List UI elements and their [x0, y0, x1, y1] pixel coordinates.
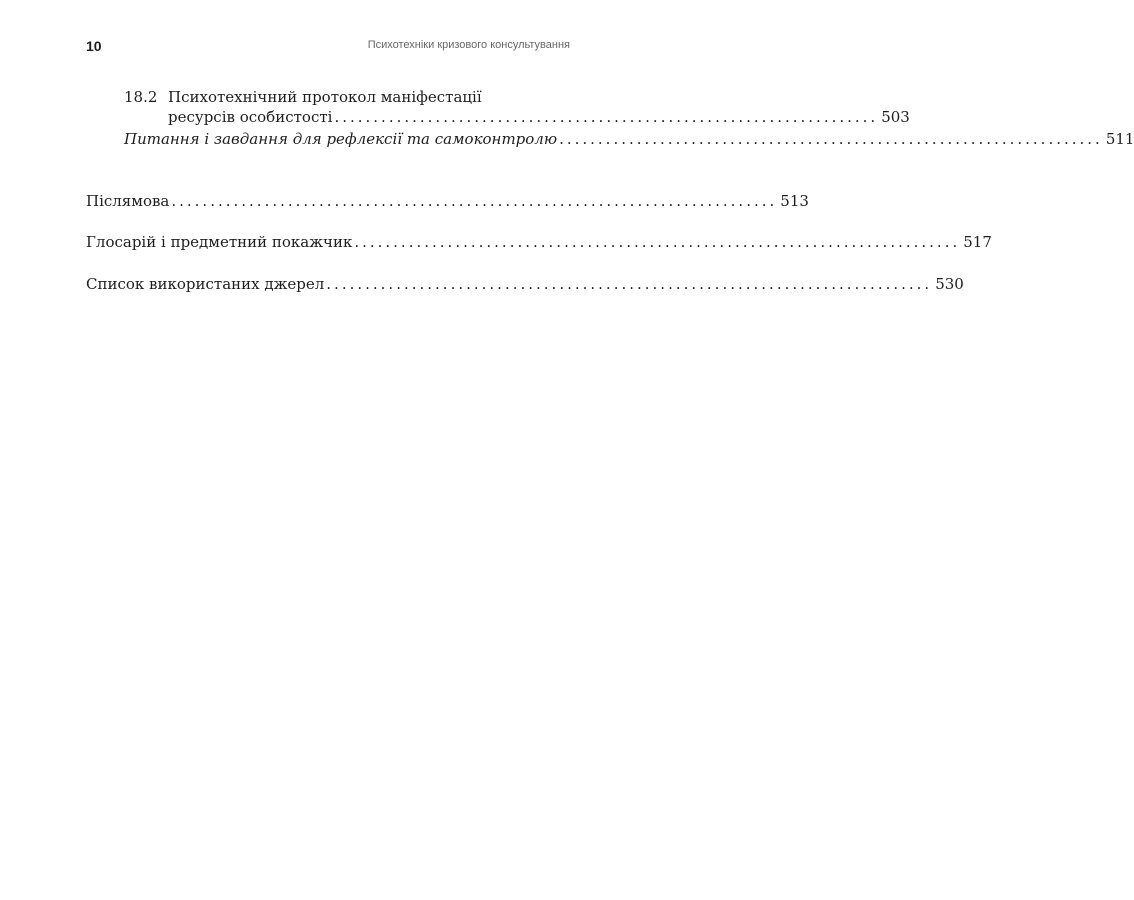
toc-page-number: 511: [1105, 130, 1134, 148]
page-number: 10: [86, 38, 102, 54]
toc-section-number: 18.2: [124, 88, 158, 106]
toc-page-number: 517: [963, 233, 992, 251]
toc-entry-title: Післямова: [86, 192, 170, 210]
dot-leader: ..............................................................................: [326, 275, 933, 293]
toc-entry-title-line2: ресурсів особистості: [168, 108, 333, 126]
dot-leader: ......................................................................: [559, 130, 1103, 148]
toc-entry-18-2-line2[interactable]: [168, 106, 910, 128]
toc-entry-glossary[interactable]: [86, 231, 992, 253]
toc-page-number: 503: [881, 108, 910, 126]
running-title: Психотехніки кризового консультування: [367, 39, 570, 51]
dot-leader: ..............................................................................: [354, 233, 961, 251]
toc-page-number: 513: [780, 192, 809, 210]
toc-entry-questions[interactable]: [124, 128, 1134, 150]
toc-entry-references[interactable]: [86, 273, 964, 295]
toc-entry-title-line1: Психотехнічний протокол маніфестації: [168, 88, 482, 106]
dot-leader: ..............................................................................: [171, 192, 778, 210]
toc-entry-title: Список використаних джерел: [86, 275, 325, 293]
toc-entry-title: Питання і завдання для рефлексії та самоконтролю: [124, 130, 558, 148]
dot-leader: ......................................................................: [334, 108, 879, 126]
toc-entry-afterword[interactable]: [86, 190, 809, 212]
toc-entry-title: Глосарій і предметний покажчик: [86, 233, 353, 251]
page-header: [86, 38, 570, 58]
toc-page-number: 530: [935, 275, 964, 293]
toc-entry-18-2-line1: [86, 86, 570, 108]
